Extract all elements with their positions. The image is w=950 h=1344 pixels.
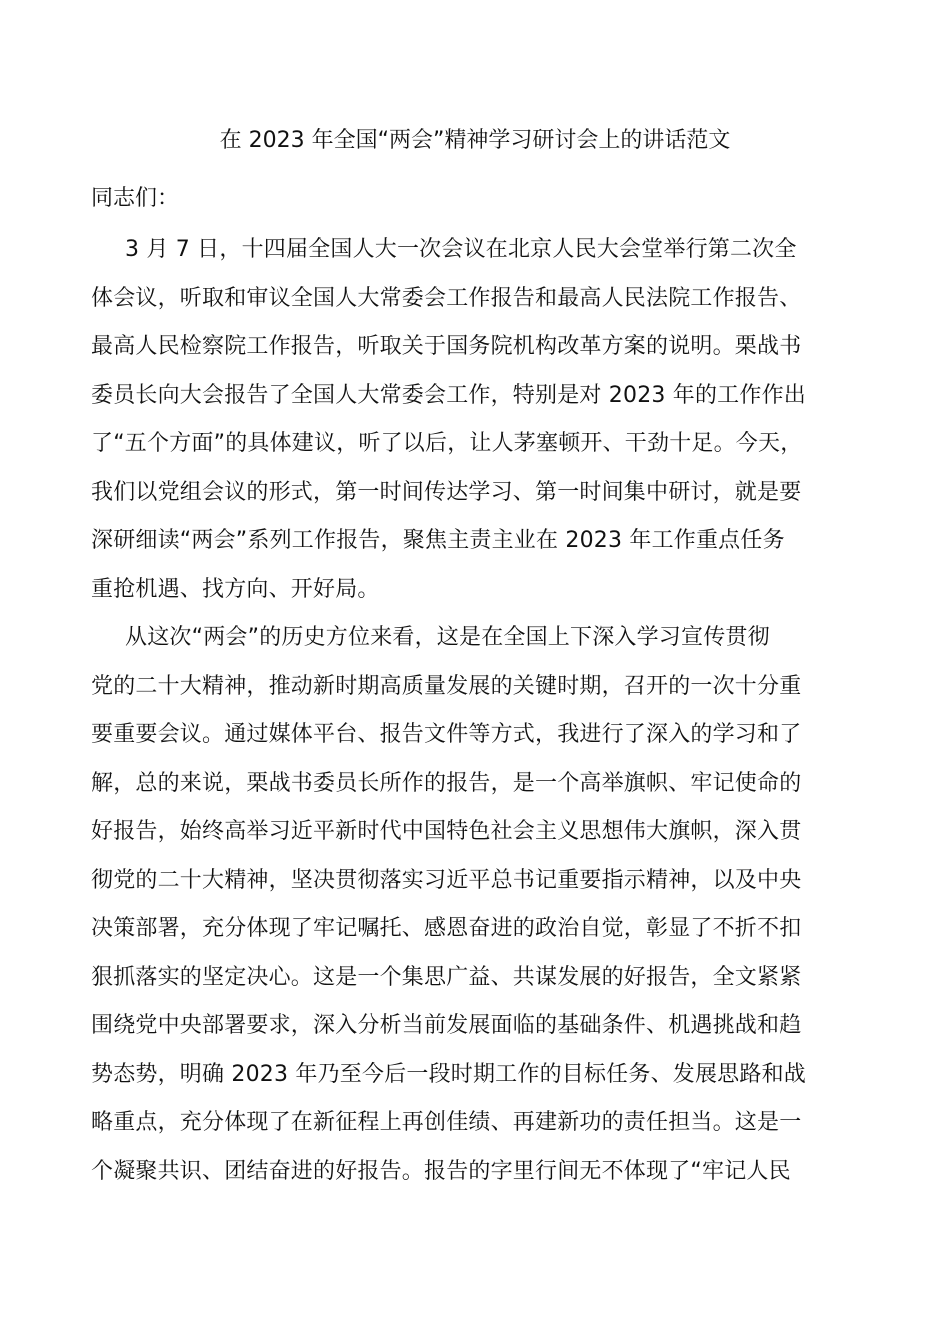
body-line: 狠抓落实的坚定决心。这是一个集思广益、共谋发展的好报告，全文紧紧 <box>91 964 802 990</box>
salutation: 同志们： <box>91 186 180 211</box>
body-line: 委员长向大会报告了全国人大常委会工作，特别是对 2023 年的工作作出 <box>91 382 806 408</box>
body-line: 决策部署，充分体现了牢记嘱托、感恩奋进的政治自觉，彰显了不折不扣 <box>91 916 802 941</box>
body-line: 体会议，听取和审议全国人大常委会工作报告和最高人民法院工作报告、 <box>91 285 802 311</box>
body-line: 围绕党中央部署要求，深入分析当前发展面临的基础条件、机遇挑战和趋 <box>91 1013 802 1038</box>
body-line: 个凝聚共识、团结奋进的好报告。报告的字里行间无不体现了“牢记人民 <box>91 1158 791 1184</box>
body-line: 我们以党组会议的形式，第一时间传达学习、第一时间集中研讨，就是要 <box>91 479 802 505</box>
body-line: 党的二十大精神，推动新时期高质量发展的关键时期，召开的一次十分重 <box>91 673 802 699</box>
body-line: 3 月 7 日，十四届全国人大一次会议在北京人民大会堂举行第二次全 <box>125 237 797 262</box>
document-title: 在 2023 年全国“两会”精神学习研讨会上的讲话范文 <box>219 128 731 153</box>
body-line: 略重点，充分体现了在新征程上再创佳绩、再建新功的责任担当。这是一 <box>91 1110 802 1135</box>
body-line: 了“五个方面”的具体建议，听了以后，让人茅塞顿开、干劲十足。今天， <box>91 431 803 456</box>
body-line: 深研细读“两会”系列工作报告，聚焦主责主业在 2023 年工作重点任务 <box>91 528 785 553</box>
body-line: 最高人民检察院工作报告，听取关于国务院机构改革方案的说明。栗战书 <box>91 334 802 359</box>
body-line: 势态势，明确 2023 年乃至今后一段时期工作的目标任务、发展思路和战 <box>91 1061 806 1087</box>
body-line: 从这次“两会”的历史方位来看，这是在全国上下深入学习宣传贯彻 <box>125 625 770 650</box>
body-line: 重抢机遇、找方向、开好局。 <box>91 576 380 602</box>
body-line: 好报告，始终高举习近平新时代中国特色社会主义思想伟大旗帜，深入贯 <box>91 819 802 844</box>
body-line: 彻党的二十大精神，坚决贯彻落实习近平总书记重要指示精神，以及中央 <box>91 867 802 893</box>
body-line: 解，总的来说，栗战书委员长所作的报告，是一个高举旗帜、牢记使命的 <box>91 770 802 796</box>
body-line: 要重要会议。通过媒体平台、报告文件等方式，我进行了深入的学习和了 <box>91 722 802 747</box>
